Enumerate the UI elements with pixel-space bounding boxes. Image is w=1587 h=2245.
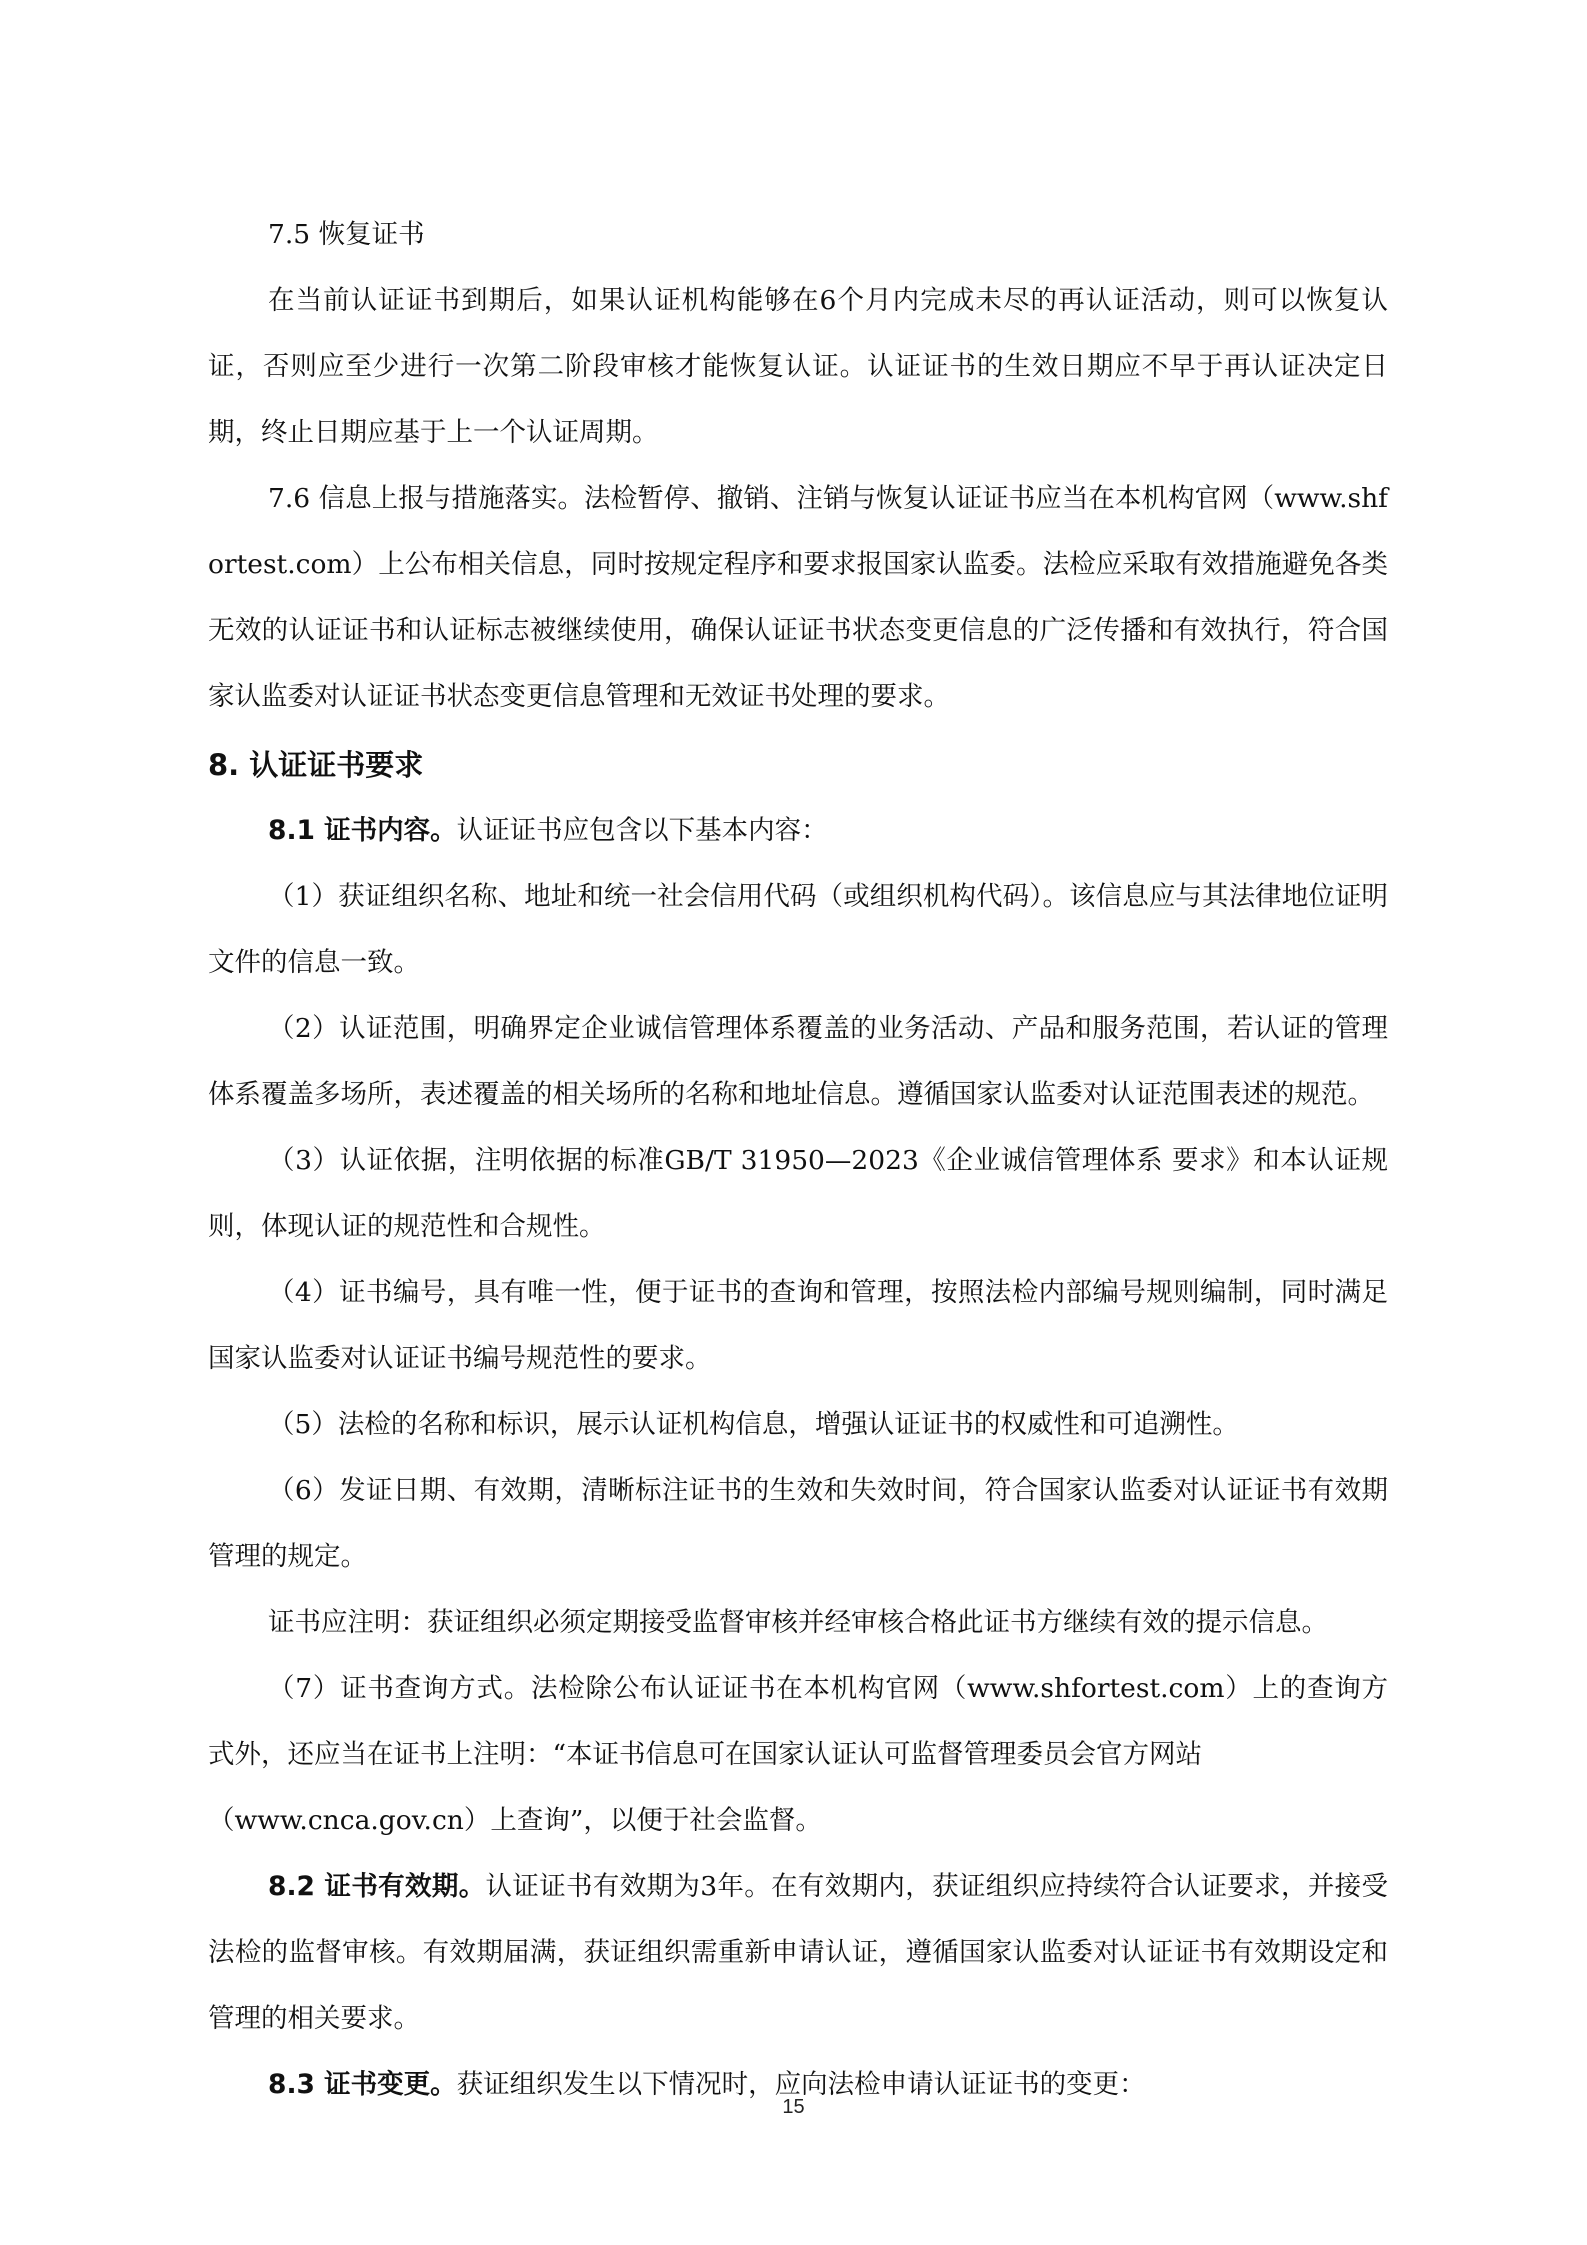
section-8-2-text: 认证证书有效期为3年。在有效期内，获证组织应持续符合认证要求，并接受法检的监督审核。有效期届满，获证组织需重新申请认证，遵循国家认监委对认证证书有效期设定和管理的相关要求。: [208, 1871, 1388, 2034]
item-1: （1）获证组织名称、地址和统一社会信用代码（或组织机构代码）。该信息应与其法律地位证明文件的信息一致。: [208, 881, 1388, 978]
section-8-1-lead: 8.1 证书内容。: [268, 815, 457, 846]
page-body: [208, 202, 1388, 2118]
section-8-2-lead: 8.2 证书有效期。: [268, 1871, 486, 1902]
section-7-5-text: 在当前认证证书到期后，如果认证机构能够在6个月内完成未尽的再认证活动，则可以恢复认证，否则应至少进行一次第二阶段审核才能恢复认证。认证证书的生效日期应不早于再认证决定日期，终止日期应基于上一个认证周期。: [208, 285, 1388, 448]
item-7-part-2: （www.cnca.gov.cn）上查询”，以便于社会监督。: [208, 1805, 822, 1836]
section-7-6-text: 7.6 信息上报与措施落实。法检暂停、撤销、注销与恢复认证证书应当在本机构官网（www.shfortest.com）上公布相关信息，同时按规定程序和要求报国家认监委。法检应采取有效措施避免各类无效的认证证书和认证标志被继续使用，确保认证证书状态变更信息的广泛传播和有效执行，符合国家认监委对认证证书状态变更信息管理和无效证书处理的要求。: [208, 483, 1388, 712]
page-number: 15: [782, 2096, 805, 2118]
section-8-2: [208, 1854, 1388, 2052]
item-3: （3）认证依据，注明依据的标准GB/T 31950—2023《企业诚信管理体系 要求》和本认证规则，体现认证的规范性和合规性。: [208, 1145, 1388, 1242]
item-4: （4）证书编号，具有唯一性，便于证书的查询和管理，按照法检内部编号规则编制，同时满足国家认监委对认证证书编号规范性的要求。: [208, 1277, 1388, 1374]
item-7-part-1: （7）证书查询方式。法检除公布认证证书在本机构官网（www.shfortest.com）上的查询方式外，还应当在证书上注明：“本证书信息可在国家认证认可监督管理委员会官方网站: [208, 1673, 1388, 1770]
item-2: （2）认证范围，明确界定企业诚信管理体系覆盖的业务活动、产品和服务范围，若认证的管理体系覆盖多场所，表述覆盖的相关场所的名称和地址信息。遵循国家认监委对认证范围表述的规范。: [208, 1013, 1388, 1110]
section-8-3-lead: 8.3 证书变更。: [268, 2069, 457, 2100]
section-8-3-text: 获证组织发生以下情况时，应向法检申请认证证书的变更：: [456, 2069, 1146, 2100]
section-7-5-title: 7.5 恢复证书: [268, 219, 425, 250]
section-8-1-text: 认证证书应包含以下基本内容：: [456, 815, 828, 846]
certificate-note: 证书应注明：获证组织必须定期接受监督审核并经审核合格此证书方继续有效的提示信息。: [268, 1607, 1328, 1638]
section-8-heading: 8. 认证证书要求: [208, 748, 424, 782]
section-8-1: [208, 798, 1388, 864]
item-5: （5）法检的名称和标识，展示认证机构信息，增强认证证书的权威性和可追溯性。: [268, 1409, 1239, 1440]
item-6: （6）发证日期、有效期，清晰标注证书的生效和失效时间，符合国家认监委对认证证书有效期管理的规定。: [208, 1475, 1388, 1572]
